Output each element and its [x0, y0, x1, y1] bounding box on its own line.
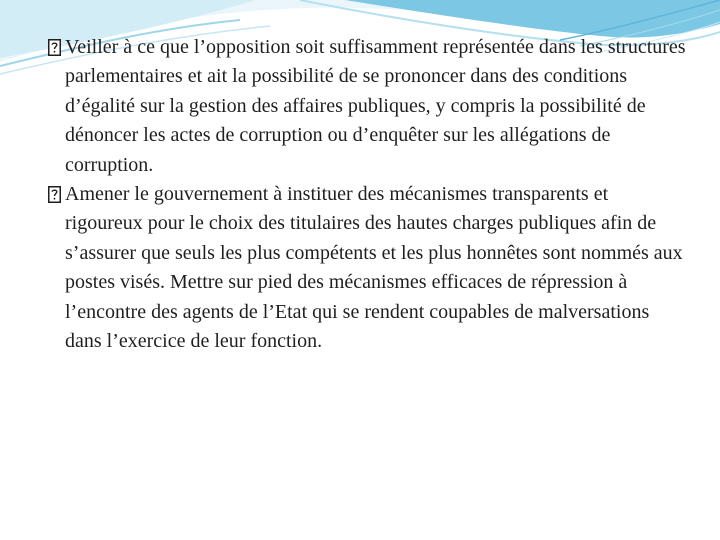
bullet-list — [48, 33, 688, 356]
bullet-item-1 — [48, 33, 688, 180]
missing-glyph-icon — [48, 39, 61, 56]
missing-glyph-icon — [48, 186, 61, 203]
bullet-item-2 — [48, 180, 688, 356]
bullet-text-2: Amener le gouvernement à instituer des mécanismes transparents et rigoureux pour le choix des titulaires des hautes charges publiques afin de s’assurer que seuls les plus compétents et les plus honnêtes sont nommés aux postes visés. Mettre sur pied des mécanismes efficaces de répression à l’encontre des agents de l’Etat qui se rendent coupables de malversations dans l’exercice de leur fonction. — [65, 183, 683, 353]
bullet-text-1: Veiller à ce que l’opposition soit suffisamment représentée dans les structures parlementaires et ait la possibilité de se prononcer dans des conditions d’égalité sur la gestion des affaires publiques, y compris la possibilité de dénoncer les actes de corruption ou d’enquêter sur les allégations de corruption. — [65, 36, 686, 176]
